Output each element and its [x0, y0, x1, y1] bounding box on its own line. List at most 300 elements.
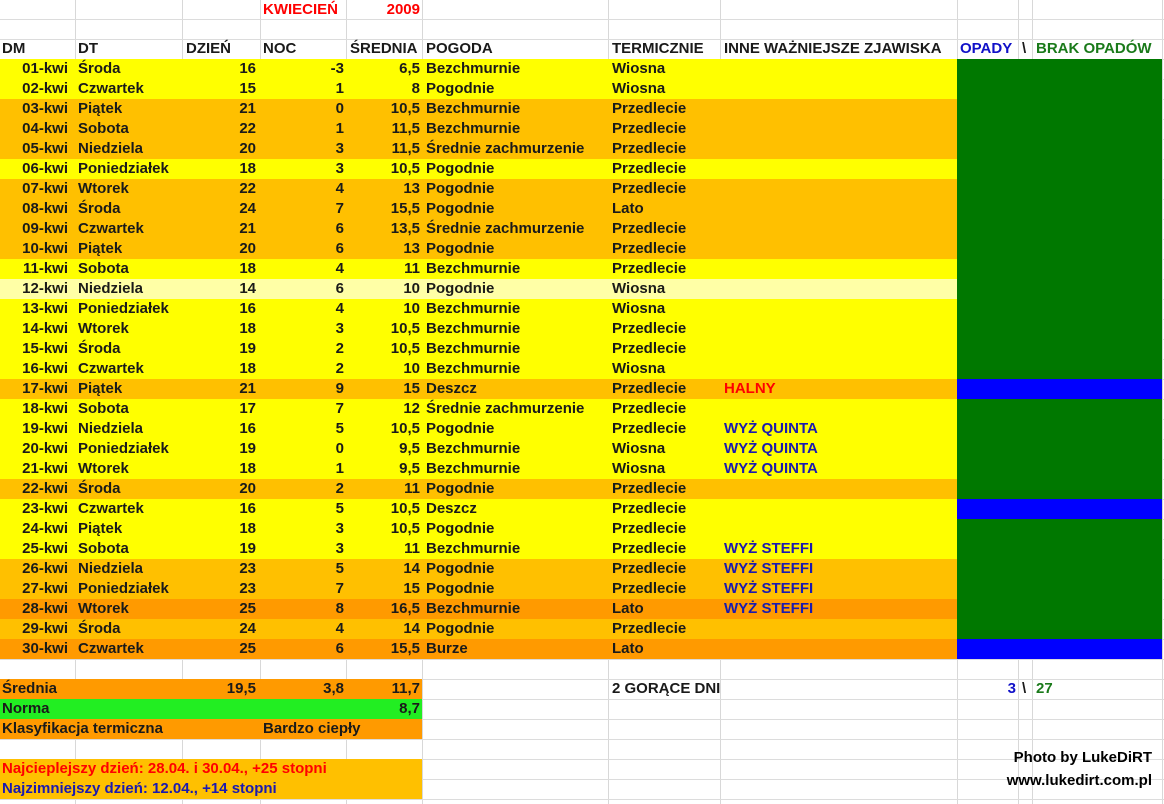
cell-dt: Środa	[78, 340, 121, 357]
cell-dzien: 24	[239, 620, 256, 637]
precip-cell-dry	[957, 99, 1162, 119]
precip-cell-dry	[957, 139, 1162, 159]
cell-noc: 2	[335, 480, 344, 497]
cell-noc: 0	[335, 100, 344, 117]
cell-dm: 13-kwi	[22, 300, 68, 317]
col-header-dt: DT	[78, 40, 98, 57]
cell-termicznie: Przedlecie	[612, 140, 687, 157]
cell-srednia: 14	[403, 560, 420, 577]
cell-termicznie: Wiosna	[612, 60, 666, 77]
cell-pogoda: Pogodnie	[426, 160, 495, 177]
cell-noc: 1	[335, 80, 344, 97]
summary-norma-value: 8,7	[399, 700, 420, 717]
cell-dm: 22-kwi	[22, 480, 68, 497]
cell-dzien: 17	[239, 400, 256, 417]
cell-zjawiska	[724, 519, 954, 539]
cell-dzien: 20	[239, 480, 256, 497]
cell-dzien: 19	[239, 440, 256, 457]
summary-srednia-dzien: 19,5	[226, 680, 256, 697]
cell-srednia: 11,5	[391, 140, 420, 157]
cell-zjawiska	[724, 279, 954, 299]
cell-dzien: 25	[239, 600, 256, 617]
cell-dt: Piątek	[78, 100, 123, 117]
col-header-opady: OPADY	[960, 40, 1013, 57]
cell-dm: 04-kwi	[22, 120, 68, 137]
cell-srednia: 11	[404, 480, 420, 497]
cell-pogoda: Deszcz	[426, 380, 477, 397]
cell-zjawiska	[724, 259, 954, 279]
month-title: KWIECIEŃ	[263, 1, 338, 18]
precip-cell-dry	[957, 119, 1162, 139]
precip-cell-dry	[957, 299, 1162, 319]
cell-dm: 07-kwi	[22, 180, 68, 197]
cell-dzien: 18	[239, 520, 256, 537]
cell-termicznie: Przedlecie	[612, 120, 687, 137]
cell-srednia: 11	[404, 260, 420, 277]
cell-dt: Wtorek	[78, 460, 129, 477]
grid-row-line	[0, 739, 1164, 740]
cell-termicznie: Przedlecie	[612, 580, 687, 597]
cell-dm: 06-kwi	[22, 160, 68, 177]
col-header-zjawiska: INNE WAŻNIEJSZE ZJAWISKA	[724, 40, 942, 57]
cell-pogoda: Średnie zachmurzenie	[426, 400, 585, 417]
precip-cell-dry	[957, 559, 1162, 579]
cell-dt: Środa	[78, 60, 121, 77]
cell-srednia: 10,5	[390, 500, 420, 517]
cell-srednia: 10	[403, 360, 420, 377]
cell-srednia: 10,5	[390, 320, 420, 337]
cell-srednia: 13	[403, 180, 420, 197]
precip-cell-dry	[957, 579, 1162, 599]
cell-noc: 7	[335, 400, 344, 417]
cell-noc: 3	[335, 540, 344, 557]
cell-zjawiska: WYŻ STEFFI	[724, 540, 814, 557]
cell-pogoda: Pogodnie	[426, 180, 495, 197]
cell-zjawiska: WYŻ STEFFI	[724, 560, 814, 577]
cell-pogoda: Bezchmurnie	[426, 340, 521, 357]
cell-dt: Czwartek	[78, 80, 144, 97]
cell-dm: 23-kwi	[22, 500, 68, 517]
cell-zjawiska	[724, 199, 954, 219]
cell-dzien: 23	[239, 580, 256, 597]
cell-dt: Piątek	[78, 380, 123, 397]
cell-termicznie: Przedlecie	[612, 220, 687, 237]
cell-dzien: 16	[239, 500, 256, 517]
cell-dm: 14-kwi	[22, 320, 68, 337]
cell-dm: 25-kwi	[22, 540, 68, 557]
cell-dt: Czwartek	[78, 640, 144, 657]
cell-termicznie: Wiosna	[612, 460, 666, 477]
photo-credit: Photo by LukeDiRT	[1013, 749, 1152, 766]
precip-cell-dry	[957, 239, 1162, 259]
cell-dm: 08-kwi	[22, 200, 68, 217]
cell-dm: 28-kwi	[22, 600, 68, 617]
year-title: 2009	[386, 1, 420, 18]
cell-srednia: 9,5	[399, 460, 420, 477]
col-header-brak-opadow: BRAK OPADÓW	[1036, 40, 1152, 57]
precip-cell-dry	[957, 339, 1162, 359]
cell-noc: 2	[335, 360, 344, 377]
cell-dm: 10-kwi	[22, 240, 68, 257]
cell-zjawiska	[724, 399, 954, 419]
cell-srednia: 8	[411, 80, 420, 97]
cell-pogoda: Pogodnie	[426, 80, 495, 97]
cell-noc: 5	[335, 560, 344, 577]
cell-dm: 30-kwi	[22, 640, 68, 657]
precip-cell-dry	[957, 279, 1162, 299]
cell-pogoda: Bezchmurnie	[426, 120, 521, 137]
cell-zjawiska	[724, 619, 954, 639]
grid-column-line	[1162, 0, 1163, 804]
cell-dt: Sobota	[78, 260, 129, 277]
cell-dt: Poniedziałek	[78, 300, 169, 317]
cell-dm: 12-kwi	[22, 280, 68, 297]
cell-dzien: 15	[239, 80, 256, 97]
grid-row-line	[0, 19, 1164, 20]
cell-srednia: 14	[403, 620, 420, 637]
cell-dt: Wtorek	[78, 600, 129, 617]
precip-cell-dry	[957, 199, 1162, 219]
cell-zjawiska	[724, 159, 954, 179]
precip-cell-dry	[957, 399, 1162, 419]
cell-pogoda: Bezchmurnie	[426, 260, 521, 277]
cell-pogoda: Bezchmurnie	[426, 600, 521, 617]
cell-dzien: 20	[239, 240, 256, 257]
grid-row-line	[0, 659, 1164, 660]
cell-dt: Środa	[78, 480, 121, 497]
cell-dt: Poniedziałek	[78, 440, 169, 457]
cell-noc: 7	[335, 580, 344, 597]
cell-termicznie: Przedlecie	[612, 540, 687, 557]
precip-cell-dry	[957, 599, 1162, 619]
cell-termicznie: Lato	[612, 600, 644, 617]
cell-noc: 4	[335, 180, 344, 197]
cell-dzien: 23	[239, 560, 256, 577]
cell-termicznie: Wiosna	[612, 280, 666, 297]
cell-dm: 01-kwi	[22, 60, 68, 77]
cell-zjawiska	[724, 119, 954, 139]
cell-srednia: 15	[403, 380, 420, 397]
cell-pogoda: Bezchmurnie	[426, 300, 521, 317]
precip-cell-rain	[957, 379, 1162, 399]
cell-srednia: 15,5	[390, 200, 420, 217]
cell-zjawiska	[724, 499, 954, 519]
cell-dm: 19-kwi	[22, 420, 68, 437]
cell-dzien: 18	[239, 320, 256, 337]
cell-termicznie: Przedlecie	[612, 340, 687, 357]
cell-noc: 8	[335, 600, 344, 617]
cell-srednia: 15	[403, 580, 420, 597]
cell-srednia: 6,5	[399, 60, 420, 77]
cell-pogoda: Średnie zachmurzenie	[426, 140, 585, 157]
precip-cell-dry	[957, 79, 1162, 99]
cell-dzien: 21	[239, 100, 256, 117]
col-header-termicznie: TERMICZNIE	[612, 40, 704, 57]
cell-zjawiska	[724, 99, 954, 119]
cell-pogoda: Średnie zachmurzenie	[426, 220, 585, 237]
cell-dzien: 18	[239, 260, 256, 277]
cell-dt: Piątek	[78, 240, 123, 257]
cell-dzien: 16	[239, 300, 256, 317]
cell-pogoda: Bezchmurnie	[426, 320, 521, 337]
cell-noc: 6	[335, 280, 344, 297]
cell-dm: 09-kwi	[22, 220, 68, 237]
cell-dm: 26-kwi	[22, 560, 68, 577]
precip-cell-dry	[957, 439, 1162, 459]
cell-dzien: 18	[239, 160, 256, 177]
cell-termicznie: Przedlecie	[612, 100, 687, 117]
cell-dt: Wtorek	[78, 320, 129, 337]
precip-cell-dry	[957, 419, 1162, 439]
cell-zjawiska	[724, 359, 954, 379]
cell-pogoda: Pogodnie	[426, 280, 495, 297]
cell-termicznie: Przedlecie	[612, 320, 687, 337]
precip-cell-rain	[957, 639, 1162, 659]
cell-srednia: 13,5	[390, 220, 420, 237]
cell-termicznie: Przedlecie	[612, 160, 687, 177]
precip-cell-dry	[957, 479, 1162, 499]
col-header-separator: \	[1022, 40, 1027, 57]
cell-dzien: 21	[239, 220, 256, 237]
precip-cell-dry	[957, 359, 1162, 379]
cell-noc: 3	[335, 160, 344, 177]
precip-cell-dry	[957, 179, 1162, 199]
summary-gorace-dni: 2 GORĄCE DNI	[612, 680, 721, 697]
cell-zjawiska: WYŻ QUINTA	[724, 460, 818, 477]
cell-pogoda: Bezchmurnie	[426, 360, 521, 377]
cell-dzien: 20	[239, 140, 256, 157]
cell-dt: Sobota	[78, 540, 129, 557]
cell-pogoda: Pogodnie	[426, 420, 495, 437]
cell-zjawiska	[724, 179, 954, 199]
cell-termicznie: Przedlecie	[612, 180, 687, 197]
cell-pogoda: Pogodnie	[426, 580, 495, 597]
cell-dm: 29-kwi	[22, 620, 68, 637]
grid-row-line	[0, 799, 1164, 800]
cell-zjawiska	[724, 219, 954, 239]
cell-noc: 3	[335, 140, 344, 157]
cell-srednia: 9,5	[399, 440, 420, 457]
cell-srednia: 10,5	[390, 340, 420, 357]
cell-termicznie: Przedlecie	[612, 620, 687, 637]
cell-zjawiska	[724, 79, 954, 99]
summary-srednia-noc: 3,8	[323, 680, 344, 697]
cell-srednia: 10,5	[390, 420, 420, 437]
cell-noc: 0	[335, 440, 344, 457]
precip-cell-dry	[957, 539, 1162, 559]
cell-noc: 1	[335, 460, 344, 477]
cell-noc: -3	[330, 60, 344, 77]
summary-opady-count: 3	[1007, 680, 1016, 697]
cell-srednia: 10	[403, 300, 420, 317]
cell-srednia: 12	[403, 400, 420, 417]
precip-cell-dry	[957, 259, 1162, 279]
cell-pogoda: Pogodnie	[426, 560, 495, 577]
cell-dzien: 22	[239, 120, 256, 137]
cell-noc: 7	[335, 200, 344, 217]
cell-dt: Środa	[78, 620, 121, 637]
cell-zjawiska	[724, 239, 954, 259]
cell-termicznie: Przedlecie	[612, 240, 687, 257]
cell-zjawiska: WYŻ QUINTA	[724, 420, 818, 437]
cell-zjawiska: WYŻ STEFFI	[724, 600, 814, 617]
cell-noc: 5	[335, 420, 344, 437]
cell-termicznie: Przedlecie	[612, 380, 687, 397]
cell-noc: 2	[335, 340, 344, 357]
cell-zjawiska	[724, 299, 954, 319]
cell-noc: 5	[335, 500, 344, 517]
col-header-srednia: ŚREDNIA	[350, 40, 418, 57]
cell-pogoda: Bezchmurnie	[426, 100, 521, 117]
cell-noc: 4	[335, 620, 344, 637]
cell-dt: Czwartek	[78, 360, 144, 377]
cell-termicznie: Przedlecie	[612, 260, 687, 277]
summary-klasyfikacja-value: Bardzo ciepły	[263, 720, 361, 737]
cell-termicznie: Przedlecie	[612, 520, 687, 537]
cell-dt: Czwartek	[78, 500, 144, 517]
cell-dt: Czwartek	[78, 220, 144, 237]
cell-dm: 02-kwi	[22, 80, 68, 97]
najcieplejszy-dzien: Najcieplejszy dzień: 28.04. i 30.04., +25 stopni	[2, 760, 327, 777]
cell-srednia: 10,5	[390, 520, 420, 537]
cell-zjawiska	[724, 639, 954, 659]
col-header-pogoda: POGODA	[426, 40, 493, 57]
cell-dm: 16-kwi	[22, 360, 68, 377]
col-header-dm: DM	[2, 40, 26, 57]
cell-zjawiska: WYŻ STEFFI	[724, 580, 814, 597]
cell-dt: Wtorek	[78, 180, 129, 197]
cell-dm: 27-kwi	[22, 580, 68, 597]
cell-termicznie: Przedlecie	[612, 400, 687, 417]
cell-dm: 17-kwi	[22, 380, 68, 397]
cell-termicznie: Wiosna	[612, 440, 666, 457]
cell-noc: 6	[335, 240, 344, 257]
cell-srednia: 10,5	[390, 160, 420, 177]
precip-cell-dry	[957, 619, 1162, 639]
cell-dt: Niedziela	[78, 560, 144, 577]
precip-cell-dry	[957, 459, 1162, 479]
cell-termicznie: Przedlecie	[612, 480, 687, 497]
cell-pogoda: Pogodnie	[426, 240, 495, 257]
cell-pogoda: Bezchmurnie	[426, 540, 521, 557]
cell-zjawiska: WYŻ QUINTA	[724, 440, 818, 457]
cell-noc: 6	[335, 220, 344, 237]
cell-pogoda: Bezchmurnie	[426, 440, 521, 457]
cell-noc: 3	[335, 520, 344, 537]
cell-dzien: 14	[239, 280, 256, 297]
cell-noc: 4	[335, 300, 344, 317]
cell-termicznie: Przedlecie	[612, 500, 687, 517]
cell-dzien: 18	[239, 360, 256, 377]
cell-termicznie: Lato	[612, 200, 644, 217]
cell-dt: Niedziela	[78, 420, 144, 437]
summary-srednia-sr: 11,7	[391, 680, 420, 697]
cell-srednia: 10	[403, 280, 420, 297]
col-header-dzien: DZIEŃ	[186, 40, 231, 57]
cell-termicznie: Wiosna	[612, 80, 666, 97]
cell-dzien: 22	[239, 180, 256, 197]
precip-cell-rain	[957, 499, 1162, 519]
cell-srednia: 16,5	[390, 600, 420, 617]
cell-noc: 9	[335, 380, 344, 397]
cell-zjawiska	[724, 139, 954, 159]
precip-cell-dry	[957, 59, 1162, 79]
cell-dm: 15-kwi	[22, 340, 68, 357]
cell-dzien: 24	[239, 200, 256, 217]
cell-srednia: 10,5	[390, 100, 420, 117]
cell-dzien: 19	[239, 340, 256, 357]
cell-noc: 4	[335, 260, 344, 277]
cell-dzien: 21	[239, 380, 256, 397]
cell-zjawiska	[724, 479, 954, 499]
cell-dt: Piątek	[78, 520, 123, 537]
cell-pogoda: Bezchmurnie	[426, 60, 521, 77]
summary-srednia-label: Średnia	[2, 680, 58, 697]
cell-dzien: 16	[239, 420, 256, 437]
cell-termicznie: Wiosna	[612, 300, 666, 317]
cell-dm: 05-kwi	[22, 140, 68, 157]
precip-cell-dry	[957, 319, 1162, 339]
najzimniejszy-dzien: Najzimniejszy dzień: 12.04., +14 stopni	[2, 780, 277, 797]
cell-dzien: 16	[239, 60, 256, 77]
cell-pogoda: Deszcz	[426, 500, 477, 517]
summary-norma-label: Norma	[2, 700, 50, 717]
cell-pogoda: Pogodnie	[426, 480, 495, 497]
cell-srednia: 13	[403, 240, 420, 257]
cell-dzien: 19	[239, 540, 256, 557]
cell-dt: Sobota	[78, 400, 129, 417]
summary-brak-count: 27	[1036, 680, 1053, 697]
cell-termicznie: Przedlecie	[612, 560, 687, 577]
precip-cell-dry	[957, 159, 1162, 179]
cell-dzien: 18	[239, 460, 256, 477]
cell-dt: Niedziela	[78, 140, 144, 157]
cell-pogoda: Pogodnie	[426, 620, 495, 637]
cell-noc: 6	[335, 640, 344, 657]
cell-dt: Sobota	[78, 120, 129, 137]
cell-dm: 24-kwi	[22, 520, 68, 537]
cell-dt: Środa	[78, 200, 121, 217]
summary-klasyfikacja-label: Klasyfikacja termiczna	[2, 720, 163, 737]
cell-dm: 21-kwi	[22, 460, 68, 477]
cell-dm: 18-kwi	[22, 400, 68, 417]
cell-dt: Niedziela	[78, 280, 144, 297]
col-header-noc: NOC	[263, 40, 297, 57]
cell-pogoda: Bezchmurnie	[426, 460, 521, 477]
cell-pogoda: Pogodnie	[426, 520, 495, 537]
cell-dzien: 25	[239, 640, 256, 657]
cell-termicznie: Wiosna	[612, 360, 666, 377]
cell-dm: 11-kwi	[22, 260, 68, 277]
cell-dm: 20-kwi	[22, 440, 68, 457]
cell-srednia: 15,5	[390, 640, 420, 657]
cell-noc: 1	[335, 120, 344, 137]
cell-noc: 3	[335, 320, 344, 337]
cell-pogoda: Pogodnie	[426, 200, 495, 217]
cell-dt: Poniedziałek	[78, 580, 169, 597]
website-credit: www.lukedirt.com.pl	[1006, 772, 1152, 789]
precip-cell-dry	[957, 219, 1162, 239]
cell-zjawiska: HALNY	[724, 380, 776, 397]
cell-dt: Poniedziałek	[78, 160, 169, 177]
summary-separator: \	[1022, 680, 1027, 697]
cell-srednia: 11	[404, 540, 420, 557]
precip-cell-dry	[957, 519, 1162, 539]
cell-zjawiska	[724, 59, 954, 79]
cell-srednia: 11,5	[391, 120, 420, 137]
cell-zjawiska	[724, 319, 954, 339]
cell-dm: 03-kwi	[22, 100, 68, 117]
